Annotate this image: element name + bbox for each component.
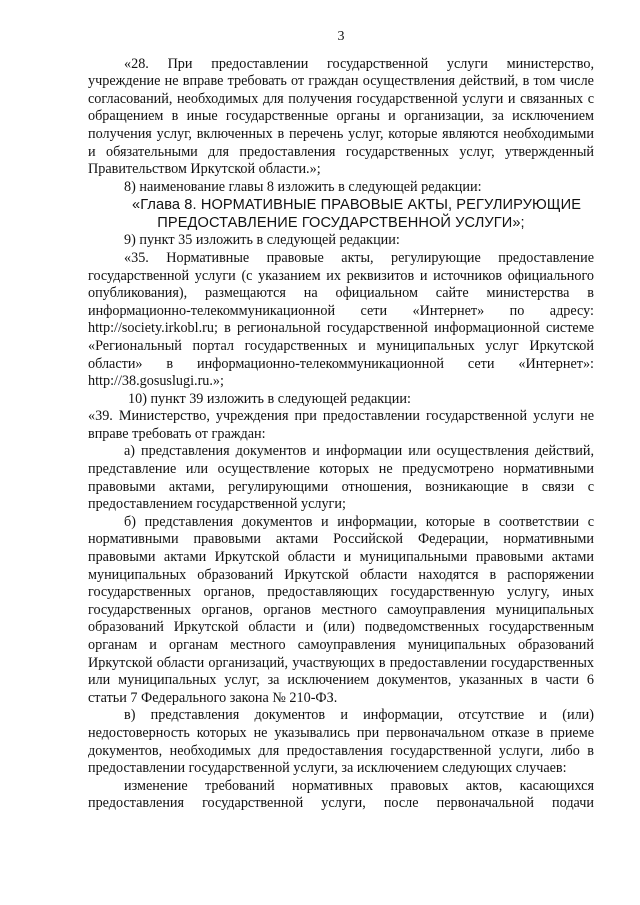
list-item-9: 9) пункт 35 изложить в следующей редакции: bbox=[124, 232, 400, 249]
paragraph-39-a: а) представления документов и информации или осуществления действий, представление или осуществление которых не предусмотрено нормативными правовыми актами, регулирующими отношения, возникающие в связи с предоставлением государственной услуги; bbox=[88, 443, 594, 513]
page-number: 3 bbox=[337, 29, 345, 44]
paragraph-39: «39. Министерство, учреждения при предоставлении государственной услуги не вправе требовать от граждан: bbox=[88, 408, 594, 442]
chapter-heading-line-1: «Глава 8. НОРМАТИВНЫЕ ПРАВОВЫЕ АКТЫ, РЕГУЛИРУЮЩИЕ bbox=[132, 197, 582, 214]
paragraph-39-b: б) представления документов и информации, которые в соответствии с нормативными правовыми актами Российской Федерации, нормативными правовыми актами Иркутской области и муниципальными правовыми актами муниципальных образований Иркутской области находятся в распоряжении государственных органов, предоставляющих государственную услугу, иных государственных органов, органов местного самоуправления муниципальных образований Иркутской области и (или) подведомственных государственным органам и органам местного самоуправления муниципальных образований Иркутской области организаций, участвующих в предоставлении государственных или муниципальных услуг, за исключением документов, указанных в части 6 статьи 7 Федерального закона № 210-ФЗ. bbox=[88, 513, 594, 706]
paragraph-35: «35. Нормативные правовые акты, регулирующие предоставление государственной услуги (с указанием их реквизитов и источников официального опубликования), размещаются на официальном сайте министерства в информационно-телекоммуникационной сети «Интернет» по адресу: http://society.irkobl.ru; в региональной государственной информационной системе «Региональный портал государственных и муниципальных услуг Иркутской области» в информационно-телекоммуникационной сети «Интернет»: http://38.gosuslugi.ru.»; bbox=[88, 249, 594, 390]
list-item-10: 10) пункт 39 изложить в следующей редакции: bbox=[128, 390, 411, 407]
paragraph-39-c: в) представления документов и информации, отсутствие и (или) недостоверность которых не указывались при первоначальном отказе в приеме документов, необходимых для предоставления государственной услуги, либо в предоставлении государственной услуги, за исключением следующих случаев: bbox=[88, 707, 594, 777]
paragraph-28: «28. При предоставлении государственной услуги министерство, учреждение не вправе требовать от граждан осуществления действий, в том числе согласований, необходимых для получения государственной услуги и связанных с обращением в иные государственные органы и организации, за исключением получения услуг, включенных в перечень услуг, которые являются необходимыми и обязательными для предоставления государственных услуг, утвержденный Правительством Иркутской области.»; bbox=[88, 55, 594, 178]
chapter-heading-line-2: ПРЕДОСТАВЛЕНИЕ ГОСУДАРСТВЕННОЙ УСЛУГИ»; bbox=[157, 215, 525, 232]
document-page bbox=[88, 28, 594, 813]
paragraph-39-c-1: изменение требований нормативных правовых актов, касающихся предоставления государственной услуги, после первоначальной подачи bbox=[88, 777, 594, 812]
list-item-8: 8) наименование главы 8 изложить в следующей редакции: bbox=[124, 178, 482, 195]
